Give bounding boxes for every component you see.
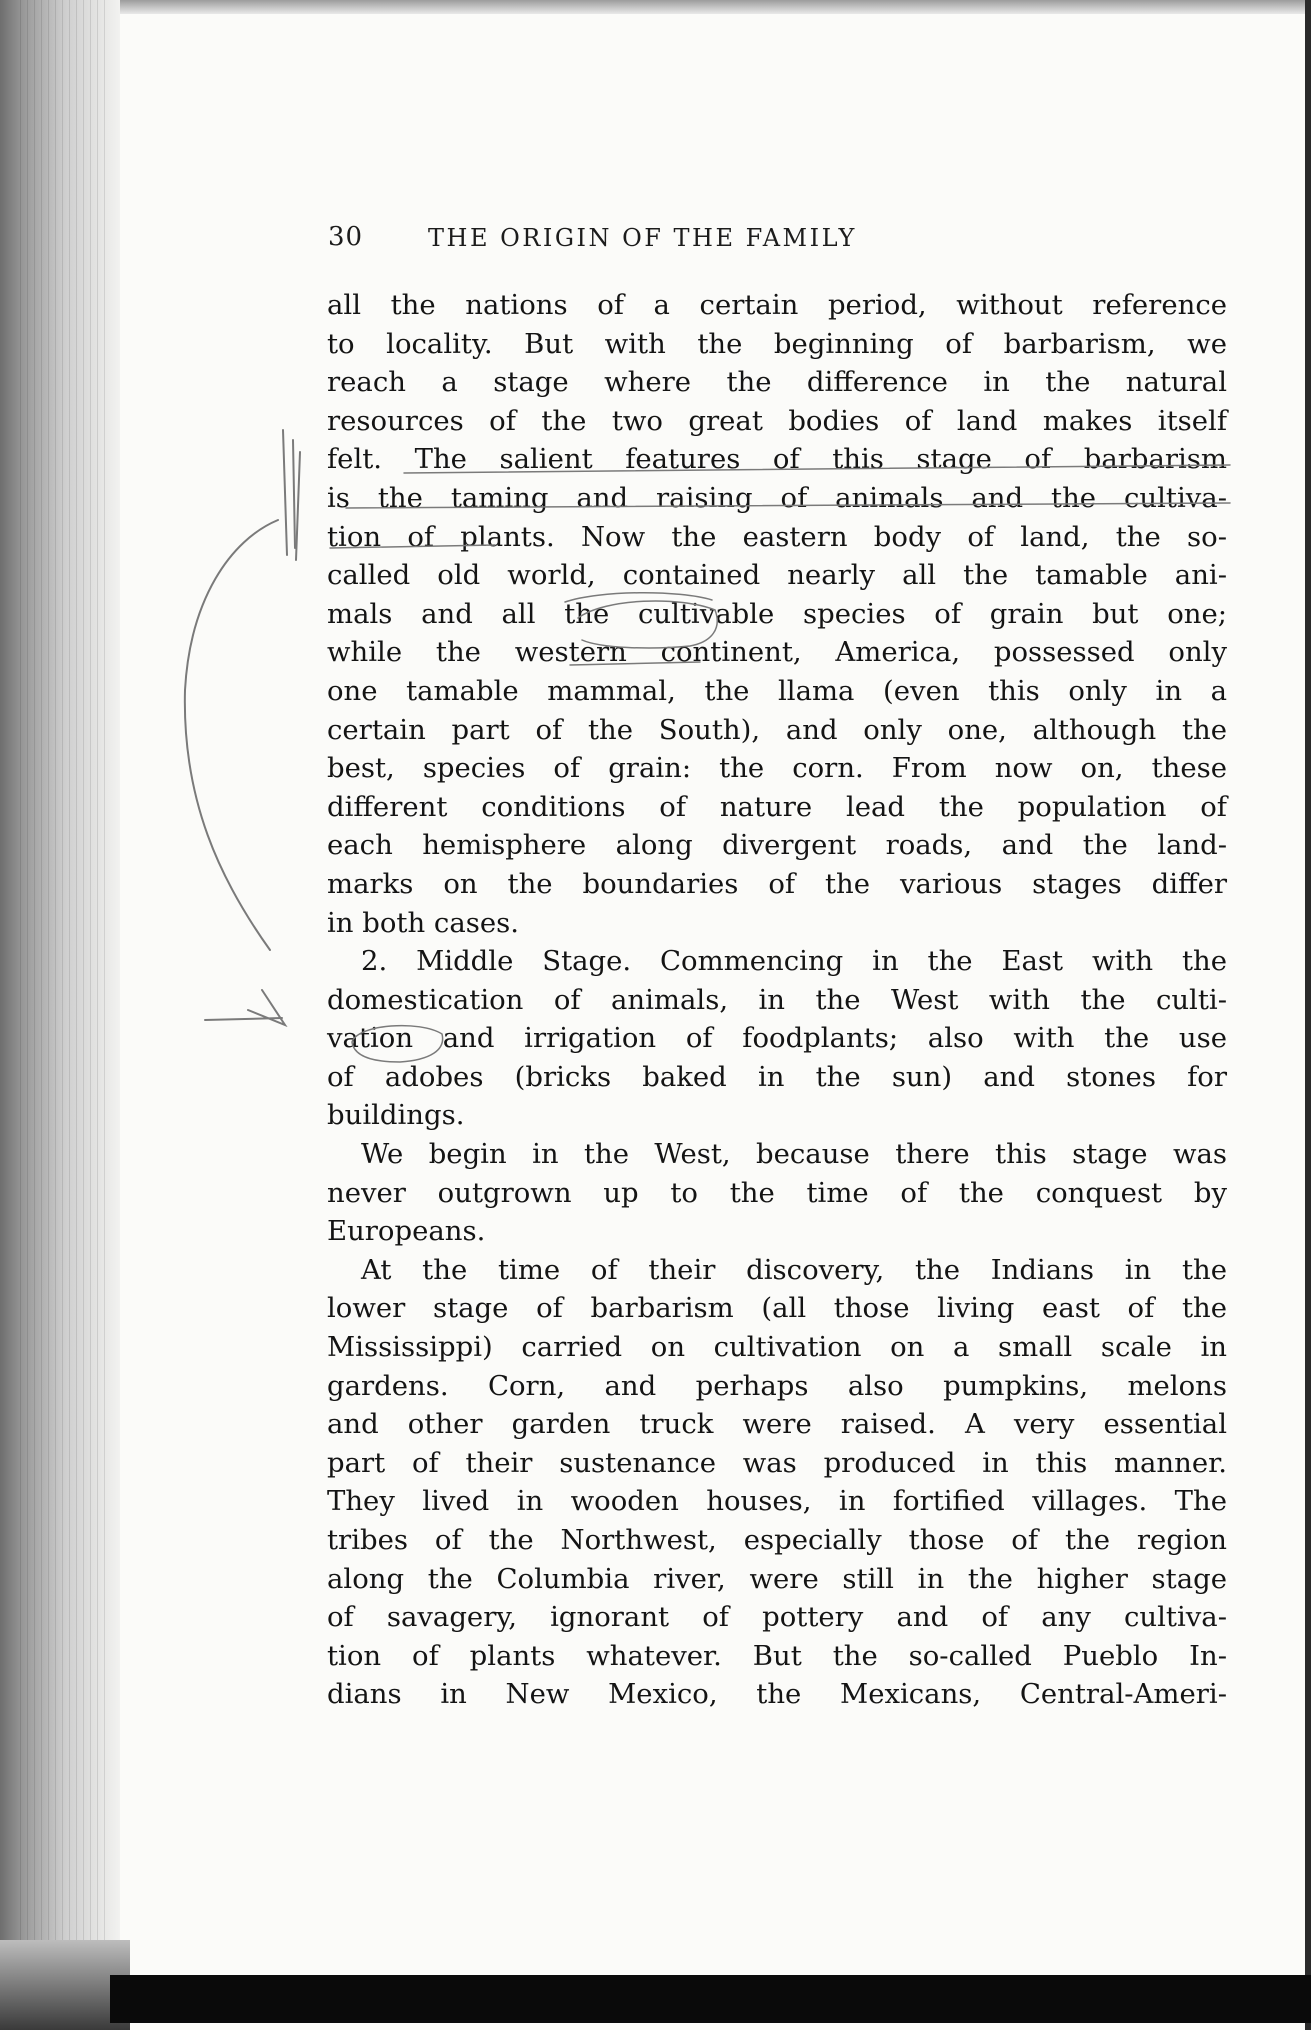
text-line: domestication of animals, in the West with the culti-: [327, 983, 1227, 1016]
body-text: [327, 286, 1227, 1714]
book-spine-page-edges: [20, 0, 110, 2030]
text-line: They lived in wooden houses, in fortified villages. The: [327, 1485, 1227, 1518]
text-line: all the nations of a certain period, without reference: [327, 289, 1227, 321]
text-line: to locality. But with the beginning of barbarism, we: [327, 327, 1227, 360]
text-line: lower stage of barbarism (all those living east of the: [327, 1292, 1227, 1325]
text-line: is the taming and raising of animals and the cultiva-: [327, 481, 1227, 514]
page-right-edge: [1305, 0, 1311, 2030]
text-line: never outgrown up to the time of the conquest by: [327, 1176, 1227, 1209]
page-number: 30: [328, 222, 364, 252]
text-line: while the western continent, America, possessed only: [327, 636, 1227, 669]
text-line: different conditions of nature lead the population of: [327, 790, 1227, 823]
text-line: each hemisphere along divergent roads, and the land-: [327, 829, 1227, 862]
margin-arrow-curve: [185, 520, 278, 950]
text-line: We begin in the West, because there this stage was: [361, 1138, 1227, 1171]
text-line: 2. Middle Stage. Commencing in the East with the: [361, 945, 1227, 978]
text-line: one tamable mammal, the llama (even this only in a: [327, 674, 1227, 707]
text-line: buildings.: [327, 1099, 465, 1132]
page-top-edge-shadow: [0, 0, 1311, 14]
text-line: tribes of the Northwest, especially those of the region: [327, 1524, 1227, 1556]
margin-bar-left: [283, 430, 287, 555]
margin-arrow-tail: [205, 1018, 282, 1020]
text-line: reach a stage where the difference in the natural: [327, 366, 1227, 399]
page-header: [328, 222, 1228, 262]
text-line: in both cases.: [327, 906, 519, 939]
text-line: gardens. Corn, and perhaps also pumpkins, melons: [327, 1369, 1227, 1402]
text-line: Mississippi) carried on cultivation on a small scale in: [327, 1331, 1227, 1364]
text-line: Europeans.: [327, 1215, 486, 1248]
margin-arrow-head: [248, 990, 285, 1025]
running-head: THE ORIGIN OF THE FAMILY: [428, 224, 857, 252]
text-line: resources of the two great bodies of land makes itself: [327, 404, 1227, 437]
margin-bar-middle: [293, 440, 295, 548]
bottom-edge-bar: [110, 1975, 1311, 2023]
text-line: along the Columbia river, were still in the higher stage: [327, 1562, 1227, 1595]
margin-bar-right: [296, 452, 300, 560]
text-line: and other garden truck were raised. A very essential: [327, 1408, 1227, 1441]
text-line: best, species of grain: the corn. From now on, these: [327, 752, 1227, 785]
text-line: of adobes (bricks baked in the sun) and stones for: [327, 1060, 1227, 1093]
text-line: vation and irrigation of foodplants; also with the use: [327, 1022, 1227, 1055]
text-line: dians in New Mexico, the Mexicans, Central-Ameri-: [327, 1678, 1227, 1711]
text-line: marks on the boundaries of the various stages differ: [327, 867, 1227, 900]
text-line: mals and all the cultivable species of grain but one;: [327, 597, 1227, 630]
text-line: felt. The salient features of this stage of barbarism: [327, 443, 1227, 476]
text-line: At the time of their discovery, the Indians in the: [361, 1253, 1227, 1286]
text-line: certain part of the South), and only one, although the: [327, 713, 1227, 746]
text-line: tion of plants. Now the eastern body of land, the so-: [327, 520, 1227, 553]
text-line: of savagery, ignorant of pottery and of any cultiva-: [327, 1601, 1227, 1634]
text-line: called old world, contained nearly all the tamable ani-: [327, 559, 1227, 592]
text-line: part of their sustenance was produced in this manner.: [327, 1446, 1227, 1479]
text-line: tion of plants whatever. But the so-called Pueblo In-: [327, 1639, 1227, 1672]
